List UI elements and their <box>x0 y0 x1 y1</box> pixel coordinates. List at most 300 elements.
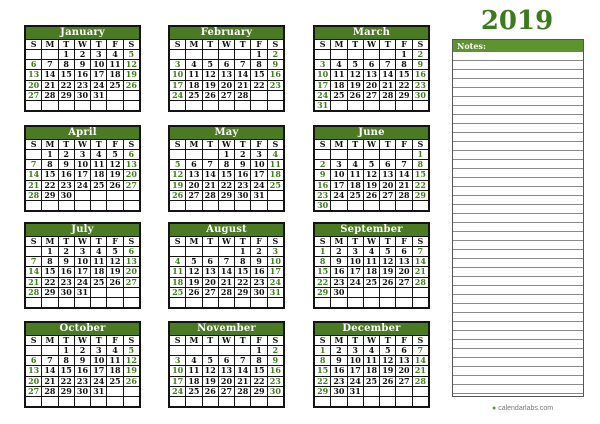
day-cell: 1 <box>413 150 428 159</box>
empty-day-cell <box>59 397 74 406</box>
day-cell: 25 <box>364 278 379 287</box>
day-cell: 1 <box>42 150 57 159</box>
month-title: December <box>315 323 428 335</box>
empty-day-cell <box>396 397 411 406</box>
empty-day-cell <box>331 298 346 307</box>
weekday-header: S <box>26 40 41 49</box>
day-cell: 1 <box>251 346 266 355</box>
day-cell: 28 <box>26 191 41 200</box>
month-days-grid <box>26 237 139 307</box>
empty-day-cell <box>186 298 201 307</box>
day-cell: 26 <box>107 278 122 287</box>
weekday-header: W <box>219 237 234 246</box>
day-cell: 2 <box>75 346 90 355</box>
day-cell: 14 <box>26 170 41 179</box>
day-cell: 24 <box>91 377 106 386</box>
day-cell: 4 <box>364 346 379 355</box>
empty-day-cell <box>124 201 139 210</box>
weekday-header: F <box>107 40 122 49</box>
day-cell: 7 <box>396 160 411 169</box>
empty-day-cell <box>380 298 395 307</box>
day-cell: 23 <box>268 81 283 90</box>
empty-day-cell <box>364 288 379 297</box>
day-cell: 2 <box>331 247 346 256</box>
day-cell: 4 <box>186 60 201 69</box>
empty-day-cell <box>170 298 185 307</box>
day-cell: 3 <box>348 247 363 256</box>
day-cell: 13 <box>186 170 201 179</box>
empty-day-cell <box>42 201 57 210</box>
month-days-grid <box>170 40 283 110</box>
day-cell: 26 <box>348 91 363 100</box>
weekday-header: T <box>203 336 218 345</box>
day-cell: 4 <box>348 160 363 169</box>
weekday-header: W <box>364 140 379 149</box>
day-cell: 29 <box>396 91 411 100</box>
empty-day-cell <box>42 397 57 406</box>
day-cell: 19 <box>203 377 218 386</box>
day-cell: 28 <box>219 288 234 297</box>
weekday-header: T <box>380 140 395 149</box>
day-cell: 13 <box>203 267 218 276</box>
day-cell: 19 <box>203 81 218 90</box>
day-cell: 2 <box>75 50 90 59</box>
day-cell: 27 <box>26 91 41 100</box>
day-cell: 19 <box>170 181 185 190</box>
day-cell: 15 <box>251 70 266 79</box>
empty-day-cell <box>251 91 266 100</box>
day-cell: 8 <box>413 160 428 169</box>
notes-panel[interactable] <box>452 39 584 397</box>
day-cell: 12 <box>364 170 379 179</box>
month-days-grid <box>315 140 428 210</box>
day-cell: 26 <box>203 387 218 396</box>
weekday-header: M <box>186 40 201 49</box>
day-cell: 28 <box>380 91 395 100</box>
day-cell: 16 <box>331 267 346 276</box>
day-cell: 5 <box>107 150 122 159</box>
empty-day-cell <box>91 191 106 200</box>
day-cell: 5 <box>380 346 395 355</box>
credit-text: calendarlabs.com <box>498 405 554 412</box>
day-cell: 27 <box>219 387 234 396</box>
weekday-header: S <box>413 237 428 246</box>
month-august <box>168 222 285 309</box>
empty-day-cell <box>186 150 201 159</box>
empty-day-cell <box>396 298 411 307</box>
day-cell: 10 <box>251 160 266 169</box>
day-cell: 10 <box>348 257 363 266</box>
day-cell: 13 <box>26 366 41 375</box>
weekday-header: T <box>203 40 218 49</box>
year-title: 2019 <box>480 6 554 36</box>
day-cell: 28 <box>396 191 411 200</box>
empty-day-cell <box>107 288 122 297</box>
day-cell: 20 <box>396 366 411 375</box>
empty-day-cell <box>170 247 185 256</box>
day-cell: 4 <box>186 356 201 365</box>
empty-day-cell <box>364 201 379 210</box>
weekday-header: F <box>107 237 122 246</box>
empty-day-cell <box>203 101 218 110</box>
day-cell: 4 <box>91 247 106 256</box>
day-cell: 18 <box>186 81 201 90</box>
day-cell: 1 <box>251 50 266 59</box>
weekday-header: M <box>186 237 201 246</box>
weekday-header: S <box>170 40 185 49</box>
empty-day-cell <box>107 91 122 100</box>
day-cell: 16 <box>413 70 428 79</box>
empty-day-cell <box>235 298 250 307</box>
day-cell: 15 <box>315 366 330 375</box>
month-october <box>24 321 141 408</box>
month-title: July <box>26 224 139 236</box>
day-cell: 15 <box>42 267 57 276</box>
day-cell: 30 <box>315 201 330 210</box>
empty-day-cell <box>42 101 57 110</box>
empty-day-cell <box>219 201 234 210</box>
day-cell: 5 <box>364 160 379 169</box>
weekday-header: F <box>396 336 411 345</box>
day-cell: 23 <box>331 377 346 386</box>
day-cell: 6 <box>219 60 234 69</box>
day-cell: 17 <box>331 181 346 190</box>
empty-day-cell <box>186 101 201 110</box>
weekday-header: T <box>348 336 363 345</box>
day-cell: 7 <box>203 160 218 169</box>
day-cell: 14 <box>26 267 41 276</box>
weekday-header: W <box>219 140 234 149</box>
day-cell: 26 <box>186 288 201 297</box>
day-cell: 15 <box>42 170 57 179</box>
day-cell: 16 <box>268 70 283 79</box>
day-cell: 14 <box>396 170 411 179</box>
day-cell: 30 <box>331 288 346 297</box>
day-cell: 9 <box>75 60 90 69</box>
empty-day-cell <box>203 150 218 159</box>
day-cell: 16 <box>59 170 74 179</box>
day-cell: 8 <box>251 356 266 365</box>
empty-day-cell <box>107 201 122 210</box>
day-cell: 9 <box>235 160 250 169</box>
empty-day-cell <box>186 397 201 406</box>
notes-lines[interactable] <box>453 52 583 396</box>
day-cell: 1 <box>396 50 411 59</box>
empty-day-cell <box>91 288 106 297</box>
month-title: May <box>170 127 283 139</box>
day-cell: 5 <box>124 50 139 59</box>
day-cell: 22 <box>315 377 330 386</box>
day-cell: 14 <box>413 257 428 266</box>
day-cell: 12 <box>107 257 122 266</box>
empty-day-cell <box>75 298 90 307</box>
empty-day-cell <box>124 288 139 297</box>
day-cell: 10 <box>91 60 106 69</box>
month-title: March <box>315 27 428 39</box>
day-cell: 8 <box>396 60 411 69</box>
empty-day-cell <box>186 201 201 210</box>
empty-day-cell <box>42 298 57 307</box>
empty-day-cell <box>219 247 234 256</box>
weekday-header: F <box>107 336 122 345</box>
day-cell: 27 <box>186 191 201 200</box>
empty-day-cell <box>203 397 218 406</box>
day-cell: 21 <box>396 181 411 190</box>
day-cell: 19 <box>380 366 395 375</box>
weekday-header: T <box>348 40 363 49</box>
empty-day-cell <box>42 50 57 59</box>
day-cell: 27 <box>364 91 379 100</box>
empty-day-cell <box>235 201 250 210</box>
day-cell: 9 <box>331 257 346 266</box>
month-days-grid <box>26 40 139 110</box>
day-cell: 3 <box>331 160 346 169</box>
empty-day-cell <box>413 201 428 210</box>
weekday-header: S <box>268 336 283 345</box>
day-cell: 12 <box>124 60 139 69</box>
day-cell: 3 <box>75 247 90 256</box>
day-cell: 18 <box>364 267 379 276</box>
day-cell: 23 <box>251 278 266 287</box>
day-cell: 23 <box>75 377 90 386</box>
day-cell: 24 <box>268 278 283 287</box>
empty-day-cell <box>268 298 283 307</box>
day-cell: 9 <box>59 257 74 266</box>
empty-day-cell <box>91 397 106 406</box>
empty-day-cell <box>26 150 41 159</box>
weekday-header: T <box>203 237 218 246</box>
month-title: October <box>26 323 139 335</box>
weekday-header: W <box>75 40 90 49</box>
day-cell: 24 <box>315 91 330 100</box>
day-cell: 11 <box>268 160 283 169</box>
weekday-header: M <box>331 336 346 345</box>
day-cell: 6 <box>396 247 411 256</box>
day-cell: 25 <box>107 377 122 386</box>
day-cell: 5 <box>380 247 395 256</box>
day-cell: 18 <box>170 278 185 287</box>
month-days-grid <box>170 140 283 210</box>
day-cell: 22 <box>235 278 250 287</box>
day-cell: 11 <box>186 366 201 375</box>
day-cell: 30 <box>268 387 283 396</box>
day-cell: 27 <box>124 181 139 190</box>
weekday-header: F <box>251 40 266 49</box>
day-cell: 10 <box>268 257 283 266</box>
day-cell: 17 <box>170 377 185 386</box>
day-cell: 30 <box>59 191 74 200</box>
day-cell: 21 <box>26 278 41 287</box>
day-cell: 3 <box>170 356 185 365</box>
weekday-header: M <box>42 336 57 345</box>
day-cell: 5 <box>170 160 185 169</box>
empty-day-cell <box>396 288 411 297</box>
month-february <box>168 25 285 112</box>
day-cell: 29 <box>219 191 234 200</box>
empty-day-cell <box>91 298 106 307</box>
day-cell: 28 <box>235 91 250 100</box>
day-cell: 15 <box>251 366 266 375</box>
day-cell: 9 <box>59 160 74 169</box>
day-cell: 30 <box>251 288 266 297</box>
empty-day-cell <box>251 298 266 307</box>
day-cell: 25 <box>186 91 201 100</box>
month-title: January <box>26 27 139 39</box>
empty-day-cell <box>380 201 395 210</box>
day-cell: 25 <box>91 278 106 287</box>
empty-day-cell <box>364 397 379 406</box>
empty-day-cell <box>251 101 266 110</box>
day-cell: 8 <box>42 160 57 169</box>
day-cell: 4 <box>364 247 379 256</box>
empty-day-cell <box>203 201 218 210</box>
month-november <box>168 321 285 408</box>
day-cell: 1 <box>235 247 250 256</box>
day-cell: 4 <box>91 150 106 159</box>
day-cell: 28 <box>42 91 57 100</box>
day-cell: 29 <box>59 91 74 100</box>
empty-day-cell <box>315 397 330 406</box>
empty-day-cell <box>413 298 428 307</box>
day-cell: 9 <box>331 356 346 365</box>
day-cell: 9 <box>75 356 90 365</box>
weekday-header: W <box>364 40 379 49</box>
empty-day-cell <box>380 101 395 110</box>
empty-day-cell <box>268 91 283 100</box>
day-cell: 11 <box>91 257 106 266</box>
empty-day-cell <box>364 50 379 59</box>
day-cell: 10 <box>170 70 185 79</box>
day-cell: 16 <box>75 366 90 375</box>
day-cell: 20 <box>219 81 234 90</box>
weekday-header: M <box>331 237 346 246</box>
month-days-grid <box>26 140 139 210</box>
day-cell: 29 <box>413 191 428 200</box>
day-cell: 20 <box>203 278 218 287</box>
day-cell: 19 <box>107 170 122 179</box>
day-cell: 3 <box>170 60 185 69</box>
weekday-header: S <box>124 336 139 345</box>
day-cell: 17 <box>91 70 106 79</box>
day-cell: 12 <box>203 366 218 375</box>
day-cell: 8 <box>59 356 74 365</box>
day-cell: 25 <box>186 387 201 396</box>
weekday-header: T <box>59 237 74 246</box>
weekday-header: T <box>235 40 250 49</box>
empty-day-cell <box>219 101 234 110</box>
day-cell: 17 <box>91 366 106 375</box>
day-cell: 6 <box>26 60 41 69</box>
empty-day-cell <box>331 101 346 110</box>
empty-day-cell <box>268 101 283 110</box>
day-cell: 30 <box>59 288 74 297</box>
day-cell: 28 <box>26 288 41 297</box>
day-cell: 2 <box>315 160 330 169</box>
day-cell: 30 <box>235 191 250 200</box>
day-cell: 18 <box>331 81 346 90</box>
day-cell: 10 <box>75 257 90 266</box>
day-cell: 15 <box>396 70 411 79</box>
weekday-header: M <box>331 140 346 149</box>
empty-day-cell <box>59 201 74 210</box>
weekday-header: W <box>75 336 90 345</box>
day-cell: 13 <box>364 70 379 79</box>
day-cell: 21 <box>42 81 57 90</box>
day-cell: 21 <box>380 81 395 90</box>
empty-day-cell <box>315 150 330 159</box>
day-cell: 7 <box>219 257 234 266</box>
day-cell: 10 <box>315 70 330 79</box>
day-cell: 6 <box>124 150 139 159</box>
day-cell: 22 <box>413 181 428 190</box>
day-cell: 29 <box>251 387 266 396</box>
day-cell: 6 <box>364 60 379 69</box>
day-cell: 27 <box>124 278 139 287</box>
day-cell: 16 <box>235 170 250 179</box>
day-cell: 23 <box>235 181 250 190</box>
day-cell: 14 <box>219 267 234 276</box>
day-cell: 11 <box>107 60 122 69</box>
weekday-header: W <box>75 237 90 246</box>
empty-day-cell <box>331 50 346 59</box>
day-cell: 15 <box>235 267 250 276</box>
month-days-grid <box>26 336 139 406</box>
weekday-header: S <box>124 140 139 149</box>
day-cell: 31 <box>268 288 283 297</box>
day-cell: 30 <box>331 387 346 396</box>
weekday-header: W <box>219 336 234 345</box>
day-cell: 4 <box>170 257 185 266</box>
empty-day-cell <box>170 346 185 355</box>
day-cell: 31 <box>251 191 266 200</box>
day-cell: 1 <box>219 150 234 159</box>
weekday-header: T <box>59 40 74 49</box>
weekday-header: M <box>42 140 57 149</box>
day-cell: 3 <box>91 346 106 355</box>
empty-day-cell <box>348 101 363 110</box>
day-cell: 21 <box>203 181 218 190</box>
day-cell: 1 <box>315 247 330 256</box>
empty-day-cell <box>203 346 218 355</box>
day-cell: 18 <box>91 267 106 276</box>
empty-day-cell <box>203 247 218 256</box>
empty-day-cell <box>396 150 411 159</box>
day-cell: 15 <box>59 366 74 375</box>
day-cell: 5 <box>186 257 201 266</box>
empty-day-cell <box>364 387 379 396</box>
weekday-header: T <box>235 237 250 246</box>
day-cell: 3 <box>251 150 266 159</box>
day-cell: 11 <box>186 70 201 79</box>
day-cell: 23 <box>413 81 428 90</box>
weekday-header: T <box>59 140 74 149</box>
weekday-header: T <box>91 237 106 246</box>
day-cell: 7 <box>413 247 428 256</box>
month-days-grid <box>170 336 283 406</box>
weekday-header: T <box>348 237 363 246</box>
weekday-header: S <box>268 40 283 49</box>
day-cell: 16 <box>251 267 266 276</box>
day-cell: 22 <box>59 81 74 90</box>
weekday-header: S <box>170 140 185 149</box>
weekday-header: S <box>315 336 330 345</box>
empty-day-cell <box>107 387 122 396</box>
empty-day-cell <box>413 288 428 297</box>
day-cell: 31 <box>91 387 106 396</box>
day-cell: 8 <box>219 160 234 169</box>
empty-day-cell <box>380 288 395 297</box>
day-cell: 29 <box>235 288 250 297</box>
